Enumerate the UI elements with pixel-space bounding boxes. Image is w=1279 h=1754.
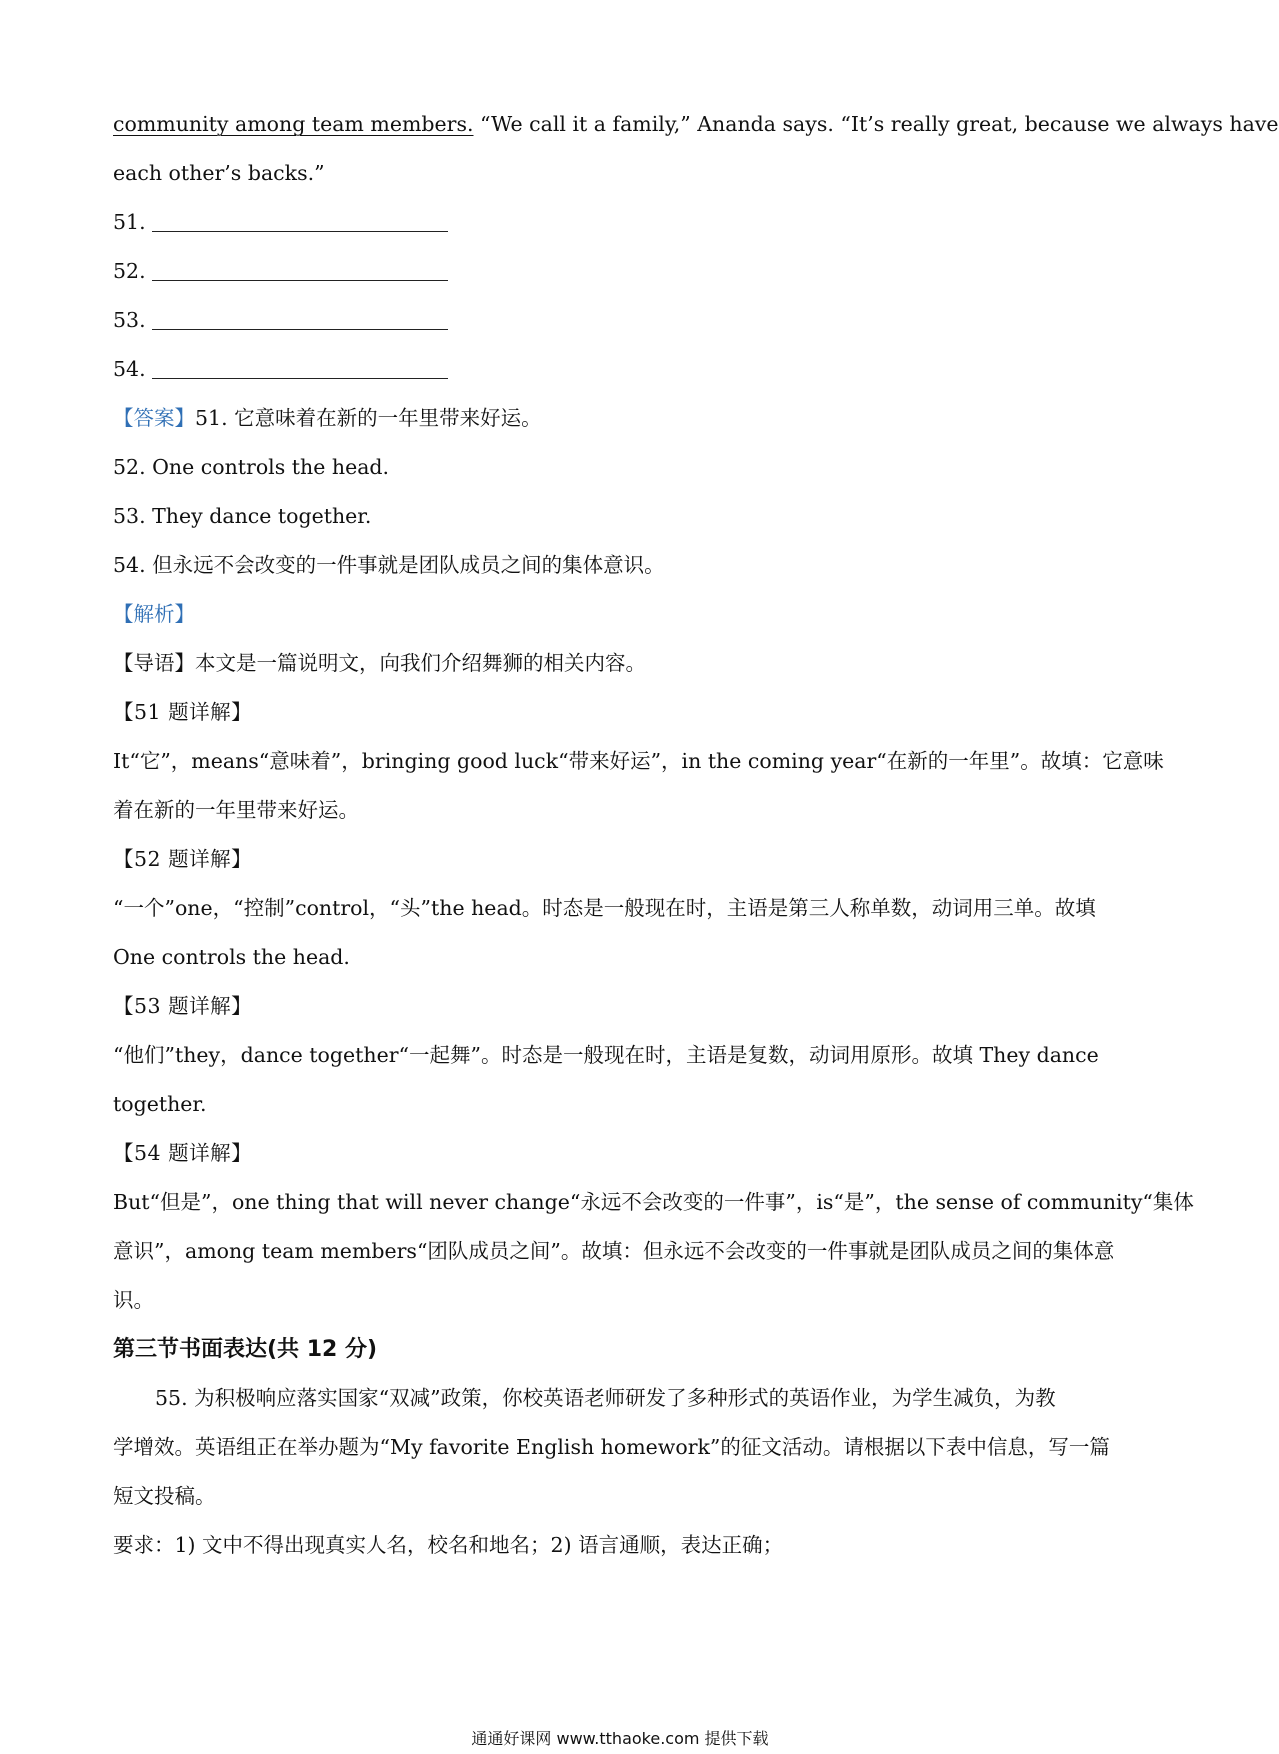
q51-line-2: 着在新的一年里带来好运。 xyxy=(113,798,359,822)
q53-line-1: “他们”they，dance together“一起舞”。时态是一般现在时，主语是复数，动词用原形。故填 They dance xyxy=(113,1043,1099,1067)
section-title: 第三节书面表达(共 12 分) xyxy=(113,1337,378,1362)
blank-number: 51. xyxy=(113,210,146,234)
q54-line-1: But“但是”，one thing that will never change“永远不会改变的一件事”，is“是”，the sense of community“集体 xyxy=(113,1190,1194,1214)
q55-line-2: 学增效。英语组正在举办题为“My favorite English homework”的征文活动。请根据以下表中信息，写一篇 xyxy=(113,1435,1110,1459)
document-page xyxy=(113,100,1279,1570)
q55-line-3: 短文投稿。 xyxy=(113,1484,216,1508)
q52-line-2: One controls the head. xyxy=(113,945,350,969)
q52-title: 【52 题详解】 xyxy=(113,847,253,871)
answer-53: 53. They dance together. xyxy=(113,504,372,528)
q53-title: 【53 题详解】 xyxy=(113,994,253,1018)
answer-blank-53 xyxy=(113,296,1128,345)
answer-51 xyxy=(113,394,1128,443)
answer-blank-52 xyxy=(113,247,1128,296)
answer-52: 52. One controls the head. xyxy=(113,455,390,479)
footer-download-notice: 通通好课网 www.tthaoke.com 提供下载 xyxy=(471,1729,769,1748)
blank-line xyxy=(152,262,448,281)
q55-line-1: 55. 为积极响应落实国家“双减”政策，你校英语老师研发了多种形式的英语作业，为学生减负，为教 xyxy=(155,1386,1056,1410)
q54-line-3: 识。 xyxy=(113,1288,154,1312)
blank-number: 54. xyxy=(113,357,146,381)
underlined-sentence: community among team members. xyxy=(113,112,474,136)
q54-title: 【54 题详解】 xyxy=(113,1141,253,1165)
analysis-intro: 【导语】本文是一篇说明文，向我们介绍舞狮的相关内容。 xyxy=(113,651,646,675)
passage-quote: “We call it a family,” Ananda says. “It’s really great, because we always have xyxy=(473,112,1279,136)
answer-54: 54. 但永远不会改变的一件事就是团队成员之间的集体意识。 xyxy=(113,553,665,577)
requirements: 要求：1) 文中不得出现真实人名，校名和地名；2) 语言通顺，表达正确； xyxy=(113,1533,784,1557)
answer-blank-54 xyxy=(113,345,1128,394)
q51-line-1: It“它”，means“意味着”，bringing good luck“带来好运”，in the coming year“在新的一年里”。故填：它意味 xyxy=(113,749,1164,773)
answer-blank-51 xyxy=(113,198,1128,247)
passage-line-2: each other’s backs.” xyxy=(113,161,325,185)
passage-line-1 xyxy=(113,100,1279,149)
analysis-tag: 【解析】 xyxy=(113,602,195,626)
q54-line-2: 意识”，among team members“团队成员之间”。故填：但永远不会改变的一件事就是团队成员之间的集体意 xyxy=(113,1239,1115,1263)
blank-number: 52. xyxy=(113,259,146,283)
answer-tag: 【答案】 xyxy=(113,406,195,430)
blank-line xyxy=(152,360,448,379)
q51-title: 【51 题详解】 xyxy=(113,700,253,724)
blank-line xyxy=(152,311,448,330)
q52-line-1: “一个”one，“控制”control，“头”the head。时态是一般现在时，主语是第三人称单数，动词用三单。故填 xyxy=(113,896,1096,920)
blank-line xyxy=(152,213,448,232)
blank-number: 53. xyxy=(113,308,146,332)
q53-line-2: together. xyxy=(113,1092,207,1116)
answer-51-text: 51. 它意味着在新的一年里带来好运。 xyxy=(195,406,542,430)
